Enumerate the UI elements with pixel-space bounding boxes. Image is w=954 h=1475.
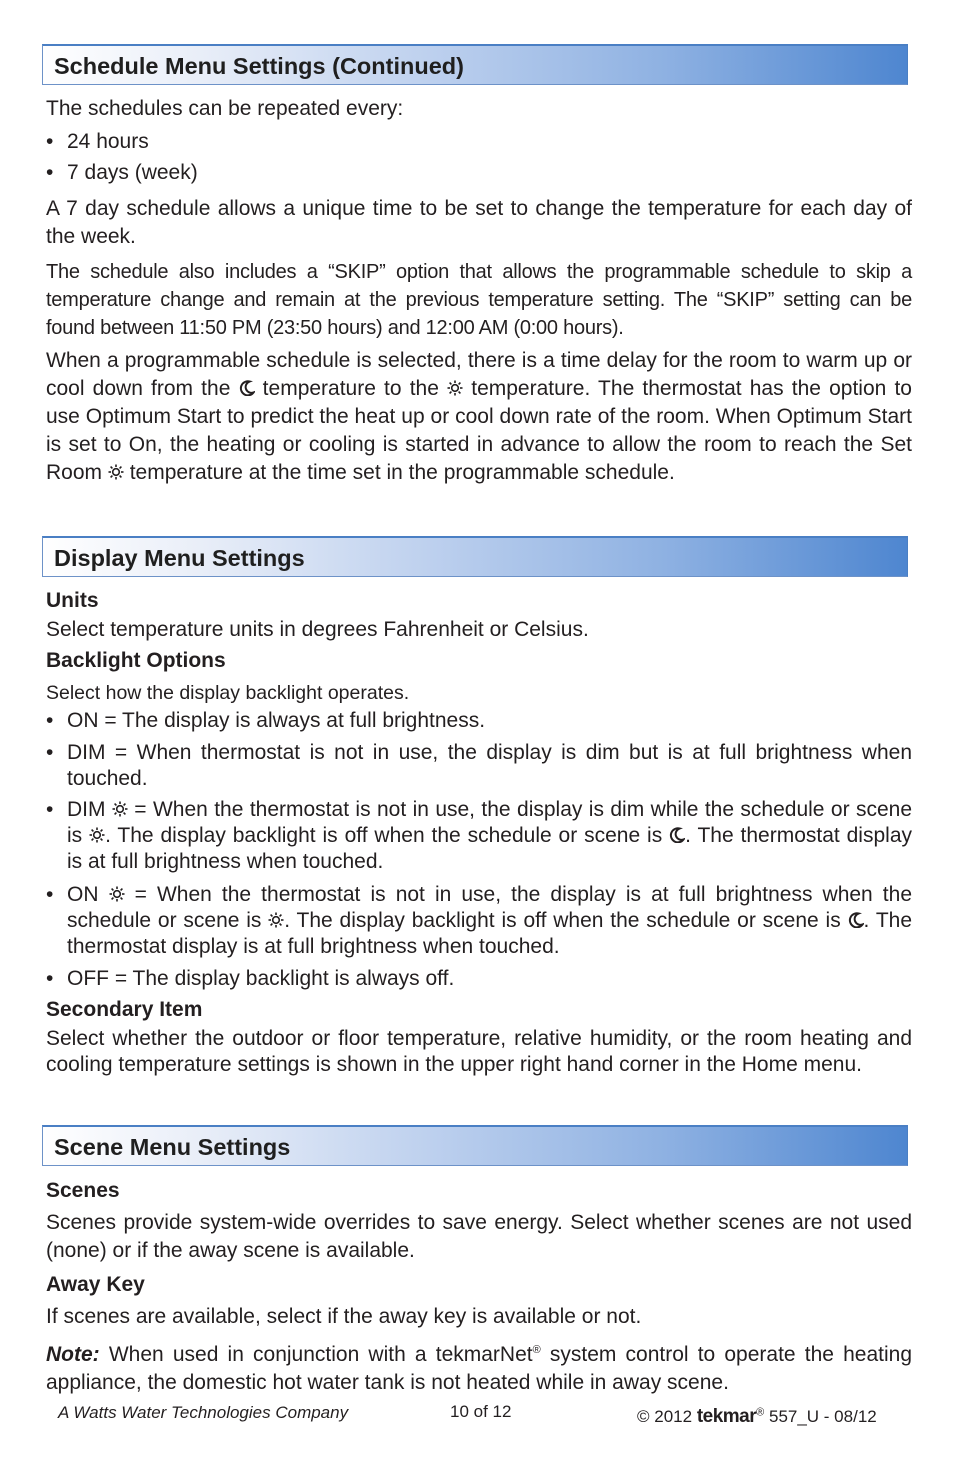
units-text: Select temperature units in degrees Fahrenheit or Celsius. <box>46 618 589 641</box>
scenes-text: Scenes provide system-wide overrides to save energy. Select whether scenes are not used (none) or if the away scene is available. <box>46 1211 912 1262</box>
display-section-header <box>42 536 908 577</box>
sun-icon <box>108 464 124 480</box>
note-paragraph: Note: When used in conjunction with a tekmarNet® system control to operate the heating appliance, the domestic hot water tank is not heated while in away scene. <box>46 1343 912 1394</box>
list-item: • DIM = When thermostat is not in use, the display is dim but is at full brightness when touched. <box>46 741 912 790</box>
scenes-heading: Scenes <box>46 1179 120 1202</box>
list-item: • OFF = The display backlight is always off. <box>46 967 455 990</box>
scene-section-header <box>42 1125 908 1166</box>
away-key-text: If scenes are available, select if the away key is available or not. <box>46 1305 642 1328</box>
list-item: • 7 days (week) <box>46 161 198 184</box>
schedule-paragraph-2: The schedule also includes a “SKIP” option that allows the programmable schedule to skip a temperature change and remain at the previous temperature setting. The “SKIP” setting can be found between 11:50 PM (23:50 hours) and 12:00 AM (0:00 hours). <box>46 261 912 339</box>
moon-icon <box>239 380 255 396</box>
section-title: Schedule Menu Settings (Continued) <box>54 53 464 79</box>
section-title: Display Menu Settings <box>54 545 305 571</box>
sun-icon <box>112 801 128 817</box>
backlight-intro: Select how the display backlight operates. <box>46 682 410 704</box>
sun-icon <box>89 827 105 843</box>
moon-icon <box>669 827 685 843</box>
footer-doc-info: © 2012 tekmar® 557_U - 08/12 <box>637 1406 877 1427</box>
secondary-item-heading: Secondary Item <box>46 998 203 1021</box>
sun-icon <box>109 886 125 902</box>
footer-company: A Watts Water Technologies Company <box>58 1403 349 1422</box>
sun-icon <box>447 380 463 396</box>
moon-icon <box>848 912 864 928</box>
units-heading: Units <box>46 589 99 612</box>
section-title: Scene Menu Settings <box>54 1134 291 1160</box>
page-number: 10 of 12 <box>450 1402 512 1421</box>
list-item: • ON = The display is always at full brightness. <box>46 709 486 732</box>
away-key-heading: Away Key <box>46 1273 145 1296</box>
schedule-paragraph-1: A 7 day schedule allows a unique time to be set to change the temperature for each day of the week. <box>46 197 912 248</box>
note-label: Note: <box>46 1343 100 1366</box>
schedule-section-header <box>42 44 908 85</box>
list-item: • 24 hours <box>46 130 149 153</box>
list-item: • DIM = When the thermostat is not in use, the display is dim while the schedule or scene is . The display backlight is off when the schedule or scene is . The thermostat display is at full brightness when touched. <box>46 798 913 873</box>
list-item: • ON = When the thermostat is not in use, the display is at full brightness when the schedule or scene is . The display backlight is off when the schedule or scene is . The thermostat display is at full brightness when touched. <box>46 883 912 958</box>
tekmar-logo: tekmar <box>696 1406 757 1427</box>
schedule-paragraph-3: When a programmable schedule is selected, there is a time delay for the room to warm up or cool down from the temperature to the temperature. The thermostat has the option to use Optimum Start to predict the heat up or cool down rate of the room. When Optimum Start is set to On, the heating or cooling is started in advance to allow the room to reach the Set Room temperature at the time set in the programmable schedule. <box>46 349 912 484</box>
schedule-intro: The schedules can be repeated every: <box>46 97 404 120</box>
backlight-heading: Backlight Options <box>46 649 226 672</box>
secondary-item-text: Select whether the outdoor or floor temperature, relative humidity, or the room heating and cooling temperature settings is shown in the upper right hand corner in the Home menu. <box>46 1027 912 1076</box>
sun-icon <box>268 912 284 928</box>
